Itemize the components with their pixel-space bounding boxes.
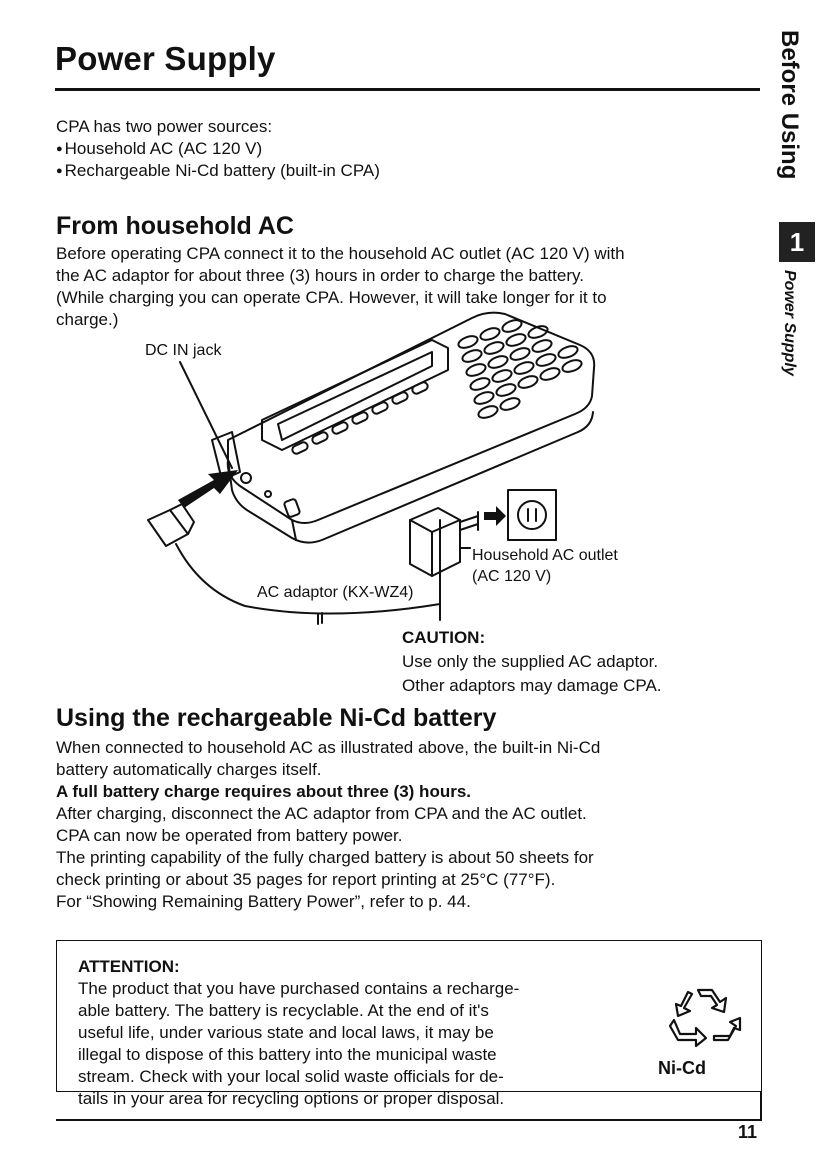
page-title: Power Supply [55, 40, 276, 77]
footer-rule [56, 1119, 762, 1121]
attention-heading: ATTENTION: [78, 957, 180, 976]
caution-line: Other adaptors may damage CPA. [402, 676, 662, 695]
recycle-icon [668, 984, 742, 1048]
paragraph-line: CPA can now be operated from battery power. [56, 826, 403, 845]
attention-line: illegal to dispose of this battery into the municipal waste [78, 1045, 497, 1064]
chapter-number-badge: 1 [779, 222, 815, 262]
page-number: 11 [738, 1122, 758, 1142]
paragraph-line: charge.) [56, 310, 119, 329]
plug-in-arrow [484, 506, 506, 526]
battery-type-label: Ni-Cd [658, 1058, 706, 1078]
ac-outlet [508, 490, 556, 540]
attention-line: useful life, under various state and local laws, it may be [78, 1023, 494, 1042]
dc-in-jack [241, 473, 251, 483]
paragraph-line: After charging, disconnect the AC adaptor from CPA and the AC outlet. [56, 804, 587, 823]
device-display [262, 340, 448, 450]
dc-in-jack-label: DC IN jack [145, 342, 222, 359]
list-item: ● Rechargeable Ni-Cd battery (built-in CPA) [56, 160, 380, 182]
section-body-household-ac [56, 243, 756, 331]
paragraph-line: (While charging you can operate CPA. However, it will take longer for it to [56, 288, 607, 307]
ac-adaptor [410, 508, 460, 576]
footer-tick [760, 1092, 762, 1120]
emphasis-line: A full battery charge requires about three (3) hours. [56, 782, 472, 801]
paragraph-line: check printing or about 35 pages for report printing at 25°C (77°F). [56, 870, 556, 889]
paragraph-line: battery automatically charges itself. [56, 760, 322, 779]
device-body [228, 313, 594, 523]
ac-outlet-label-line2: (AC 120 V) [472, 568, 552, 585]
section-heading-household-ac: From household AC [56, 212, 294, 240]
paragraph-line: The printing capability of the fully charged battery is about 50 sheets for [56, 848, 594, 867]
attention-line: The product that you have purchased contains a recharge- [78, 979, 520, 998]
attention-line: stream. Check with your local solid waste officials for de- [78, 1067, 504, 1086]
section-body-battery [56, 737, 766, 913]
section-name: Power Supply [781, 270, 798, 376]
intro-lead: CPA has two power sources: [56, 117, 273, 136]
attention-line: tails in your area for recycling options or proper disposal. [78, 1089, 505, 1108]
function-keys [291, 381, 429, 455]
dc-plug [148, 510, 188, 546]
side-tab-section-name [780, 270, 810, 430]
caution-heading: CAUTION: [402, 628, 486, 647]
chapter-title: Before Using [776, 30, 803, 180]
insert-arrow [178, 470, 238, 508]
caution-line: Use only the supplied AC adaptor. [402, 652, 659, 671]
keypad [457, 318, 583, 420]
attention-line: able battery. The battery is recyclable. At the end of it's [78, 1001, 489, 1020]
paragraph-line: the AC adaptor for about three (3) hours in order to charge the battery. [56, 266, 584, 285]
attention-text [78, 956, 638, 1110]
paragraph-line: When connected to household AC as illustrated above, the built-in Ni-Cd [56, 738, 601, 757]
paragraph-line: For “Showing Remaining Battery Power”, refer to p. 44. [56, 892, 471, 911]
ac-outlet-label-line1: Household AC outlet [472, 547, 618, 564]
dc-in-leader [180, 362, 232, 468]
intro-block [56, 116, 380, 182]
title-underline [55, 88, 760, 91]
power-source-list [56, 138, 380, 182]
caution-note [402, 626, 662, 698]
paragraph-line: Before operating CPA connect it to the household AC outlet (AC 120 V) with [56, 244, 625, 263]
side-tab-chapter-title [775, 30, 813, 220]
ac-outlet-label [472, 545, 618, 587]
ac-adaptor-label: AC adaptor (KX-WZ4) [257, 584, 414, 601]
section-heading-battery: Using the rechargeable Ni-Cd battery [56, 704, 497, 732]
list-item: ● Household AC (AC 120 V) [56, 138, 380, 160]
